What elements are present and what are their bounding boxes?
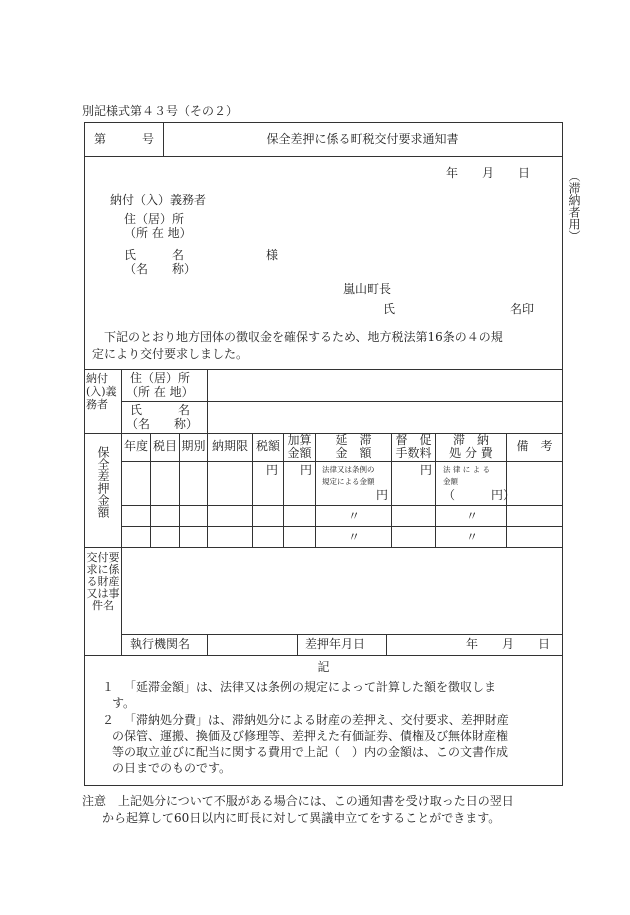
property-side-label: 交付要求に係る財産又は事件名 <box>86 551 120 612</box>
caution-line2: から起算して60日以内に町長に対して異議申立てをすることができます。 <box>102 811 501 825</box>
note-2-line1: 「滞納処分費」は、滞納処分による財産の差押え、交付要求、差押財産 <box>124 713 509 727</box>
taxpayer-name-label: 氏 名 <box>130 403 191 417</box>
yen-unit: 円 <box>300 463 313 477</box>
recipient-heading: 納付（入）義務者 <box>110 193 207 207</box>
header-tax-item: 税目 <box>152 439 177 453</box>
recipient-address-sublabel: （所 在 地） <box>124 226 192 240</box>
header-surcharge: 加算 <box>287 433 312 447</box>
caution-line1: 注意 上記処分について不服がある場合には、この通知書を受け取った日の翌日 <box>82 794 514 808</box>
frame-left <box>84 122 85 786</box>
note-2-line4: の日までのものです。 <box>112 761 232 775</box>
frame-right <box>562 122 563 786</box>
header-disposition: 滞 納 <box>452 433 489 447</box>
header-tax-amount: 税額 <box>255 439 280 453</box>
disposition-paren: （ 円） <box>443 488 516 502</box>
taxpayer-name-sublabel: （名 称） <box>126 417 199 431</box>
notes-title: 記 <box>317 660 330 674</box>
issuer-name-label: 氏 <box>383 302 396 316</box>
header-reminder-2: 手数料 <box>395 446 432 460</box>
ditto-mark: 〃 <box>348 530 361 544</box>
note-2-line3: 等の取立並びに配当に関する費用で上記（ ）内の金額は、この文書作成 <box>112 745 509 759</box>
frame-bottom <box>84 785 563 786</box>
executing-agency-label: 執行機関名 <box>130 637 191 651</box>
honorific: 様 <box>266 248 279 262</box>
form-id: 別記様式第４３号（その２） <box>82 104 239 118</box>
note-2-line2: の保管、運搬、換価及び修理等、差押えた有価証券、債権及び無体財産権 <box>112 729 509 743</box>
seal-mark: 名印 <box>510 302 535 316</box>
yen-unit: 円 <box>376 488 389 502</box>
header-disposition-2: 処 分 費 <box>449 446 493 460</box>
side-note: （滞納者用） <box>567 170 581 242</box>
notice-number-label: 第 号 <box>94 132 155 146</box>
ditto-mark: 〃 <box>348 509 361 523</box>
header-remarks: 備 考 <box>516 439 553 453</box>
yen-unit: 円 <box>420 463 433 477</box>
recipient-name-sublabel: （名 称） <box>124 262 197 276</box>
disposition-note: 法 律 に よ る <box>443 465 491 474</box>
taxpayer-side-label: 納付(入)義務者 <box>86 372 117 411</box>
header-deadline: 納期限 <box>211 439 248 453</box>
recipient-address-label: 住（居）所 <box>124 212 185 226</box>
page-title: 保全差押に係る町税交付要求通知書 <box>266 132 459 146</box>
delinquency-note: 法律又は条例の <box>322 465 375 474</box>
seizure-date-value: 年 月 日 <box>466 637 551 651</box>
disposition-note-2: 金額 <box>443 477 458 486</box>
header-year: 年度 <box>123 439 148 453</box>
header-reminder: 督 促 <box>395 433 432 447</box>
body-text-line2: 定により交付要求しました。 <box>92 347 249 361</box>
note-1-number: １ <box>102 680 115 694</box>
issuer-office: 嵐山町長 <box>343 282 392 296</box>
body-text-line1: 下記のとおり地方団体の徴収金を確保するため、地方税法第16条の４の規 <box>104 330 503 344</box>
amount-side-label: 保全差押金額 <box>96 446 110 518</box>
yen-unit: 円 <box>266 463 279 477</box>
recipient-name-label: 氏 名 <box>124 248 185 262</box>
taxpayer-address-label: 住（居）所 <box>130 371 191 385</box>
issue-date: 年 月 日 <box>446 166 531 180</box>
note-1-line2: す。 <box>112 696 136 710</box>
header-delinquency: 延 滞 <box>335 433 372 447</box>
header-delinquency-2: 金 額 <box>335 446 372 460</box>
taxpayer-address-sublabel: （所 在 地） <box>126 385 194 399</box>
frame-top <box>84 122 563 123</box>
ditto-mark: 〃 <box>466 509 479 523</box>
delinquency-note-2: 規定による金額 <box>322 477 375 486</box>
note-1-line1: 「延滞金額」は、法律又は条例の規定によって計算した額を徴収しま <box>124 680 497 694</box>
seizure-date-label: 差押年月日 <box>305 637 366 651</box>
note-2-number: ２ <box>102 713 115 727</box>
header-surcharge-2: 金額 <box>287 446 312 460</box>
header-period: 期別 <box>181 439 206 453</box>
ditto-mark: 〃 <box>466 530 479 544</box>
